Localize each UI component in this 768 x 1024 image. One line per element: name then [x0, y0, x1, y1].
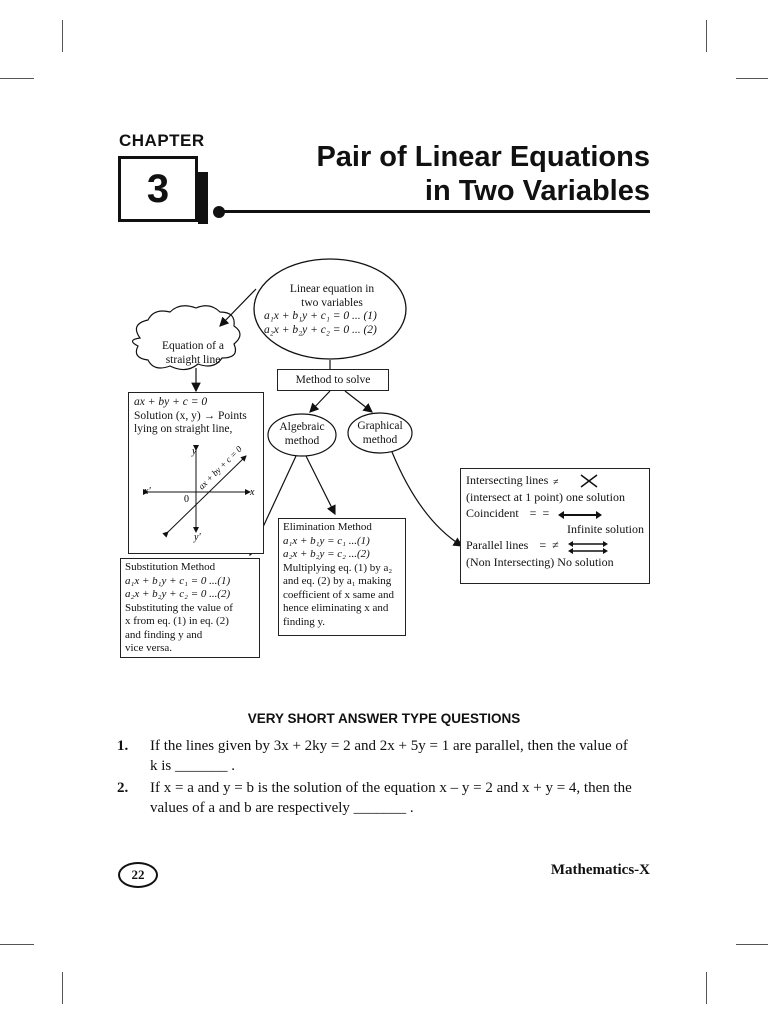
- axis-y-label: y: [192, 446, 197, 457]
- intersecting-lines-icon: [551, 473, 601, 489]
- elimination-line6: hence eliminating x and: [283, 602, 389, 614]
- elimination-line3: Multiplying eq. (1) by a₂: [283, 561, 393, 574]
- line-equation: ax + by + c = 0: [134, 396, 208, 408]
- section-heading: VERY SHORT ANSWER TYPE QUESTIONS: [247, 711, 521, 726]
- elimination-line4: and eq. (2) by a₁ making: [283, 575, 392, 587]
- question-1: [117, 736, 657, 778]
- substitution-line2: a₂x + b₂y + c₂ = 0 ...(2): [125, 588, 231, 600]
- elimination-line7: finding y.: [283, 615, 326, 628]
- center-line2: two variables: [301, 296, 363, 309]
- substitution-line6: vice versa.: [125, 642, 173, 654]
- origin-label: 0: [184, 494, 189, 505]
- question-line2: values of a and b are respectively _______ .: [150, 800, 414, 816]
- intersecting-note: (intersect at 1 point) one solution: [466, 490, 625, 505]
- substitution-line5: and finding y and: [125, 628, 203, 641]
- elimination-line5: coefficient of x same and: [283, 588, 394, 601]
- coincident-label: Coincident: [466, 506, 519, 521]
- elimination-line2: a₂x + b₂y = c₂ ...(2): [283, 548, 370, 560]
- center-node: [262, 283, 402, 337]
- crop-mark: [736, 944, 768, 945]
- intersecting-label: Intersecting lines: [466, 473, 549, 487]
- solution-line1: Solution (x, y) → Points: [134, 409, 247, 422]
- substitution-title: Substitution Method: [125, 561, 216, 573]
- infinite-solution: Infinite solution: [567, 522, 644, 537]
- parallel-lines-icon: [568, 540, 608, 554]
- graph-line-label: ax + by + c = 0: [196, 443, 244, 492]
- algebraic-line1: Algebraic: [279, 421, 325, 433]
- footer-subject: Mathematics-X: [550, 862, 650, 878]
- svg-text:≠: ≠: [553, 477, 559, 489]
- graphical-label: [348, 420, 412, 447]
- algebraic-label: [268, 421, 336, 448]
- center-eq1: a₁x + b₁y + c₁ = 0 ... (1): [264, 310, 377, 322]
- chapter-title-line2: in Two Variables: [424, 175, 650, 207]
- substitution-line1: a₁x + b₁y + c₁ = 0 ...(1): [125, 574, 231, 587]
- question-number: 2.: [117, 780, 129, 796]
- parallel-note: (Non Intersecting) No solution: [466, 554, 614, 569]
- chapter-label: CHAPTER: [119, 131, 205, 150]
- question-line2: k is _______ .: [150, 758, 236, 774]
- graphical-line2: method: [362, 433, 398, 446]
- cloud-line2: straight line: [165, 353, 221, 366]
- method-to-solve-box: Method to solve: [277, 369, 389, 391]
- question-line1: If x = a and y = b is the solution of the equation x – y = 2 and x + y = 4, then the: [150, 780, 632, 796]
- page-number: 22: [118, 862, 158, 888]
- chapter-number: 3: [118, 156, 198, 222]
- question-line1: If the lines given by 3x + 2ky = 2 and 2x + 5y = 1 are parallel, then the value of: [150, 738, 628, 754]
- algebraic-line2: method: [284, 434, 320, 447]
- center-eq2: a₂x + b₂y + c₂ = 0 ... (2): [264, 323, 377, 336]
- solution-line2: lying on straight line,: [134, 423, 233, 435]
- cloud-text: [140, 340, 246, 367]
- substitution-line4: x from eq. (1) in eq. (2): [125, 615, 229, 627]
- elimination-title: Elimination Method: [283, 521, 372, 533]
- substitution-method-box: [120, 558, 260, 658]
- axis-y-neg-label: y': [194, 532, 201, 543]
- cloud-line1: Equation of a: [162, 340, 224, 352]
- axis-x-label: x: [250, 487, 255, 498]
- crop-mark: [62, 972, 63, 1004]
- parallel-label: Parallel lines: [466, 538, 529, 553]
- graphical-results-box: Intersecting lines ≠ (intersect at 1 point) one solution Coincident = = Infinite solution Parallel lines = ≠ (Non Intersecting) No solution: [460, 468, 650, 584]
- graphical-line1: Graphical: [357, 420, 403, 432]
- elimination-line1: a₁x + b₁y = c₁ ...(1): [283, 534, 370, 547]
- crop-mark: [0, 944, 34, 945]
- question-2: [117, 778, 657, 820]
- center-line1: Linear equation in: [289, 283, 375, 295]
- substitution-line3: Substituting the value of: [125, 601, 233, 614]
- question-number: 1.: [117, 738, 129, 754]
- coordinate-graph: [128, 440, 264, 552]
- elimination-method-box: [278, 518, 406, 636]
- coincident-lines-icon: [558, 510, 602, 520]
- chapter-title-line1: Pair of Linear Equations: [316, 141, 650, 173]
- crop-mark: [706, 972, 707, 1004]
- axis-x-neg-label: x': [144, 486, 151, 497]
